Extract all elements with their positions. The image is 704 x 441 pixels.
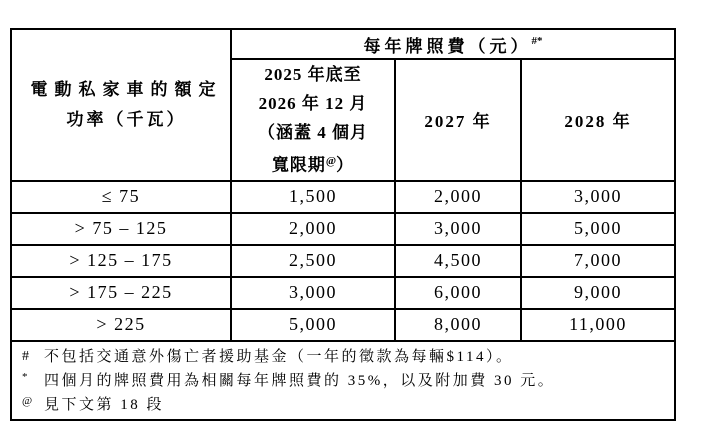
fee-2025-cell: 3,000 bbox=[231, 277, 395, 309]
fee-2027-cell: 6,000 bbox=[395, 277, 521, 309]
footnote-at-text: 見下文第 18 段 bbox=[44, 396, 165, 413]
footnote-asterisk-marker: * bbox=[22, 370, 28, 383]
footnote-hash-marker: # bbox=[22, 348, 29, 364]
footnote-hash bbox=[18, 345, 666, 369]
power-range-cell: > 225 bbox=[11, 309, 231, 341]
power-header-line2: 功率（千瓦） bbox=[66, 109, 187, 129]
fee-2028-cell: 5,000 bbox=[521, 213, 675, 245]
grace-period-superscript: @ bbox=[325, 155, 337, 167]
power-range-cell: ≤ 75 bbox=[11, 181, 231, 213]
fee-2025-cell: 2,000 bbox=[231, 213, 395, 245]
power-range-cell: > 75 – 125 bbox=[11, 213, 231, 245]
fee-2028-cell: 11,000 bbox=[521, 309, 675, 341]
power-header-cell bbox=[11, 29, 231, 181]
table-row bbox=[11, 277, 675, 309]
license-fee-table bbox=[10, 28, 676, 421]
fee-2027-cell: 4,500 bbox=[395, 245, 521, 277]
table-row bbox=[11, 213, 675, 245]
footnote-asterisk-text: 四個月的牌照費用為相關每年牌照費的 35%，以及附加費 30 元。 bbox=[44, 372, 556, 389]
period-2025-2026-header-cell bbox=[231, 59, 395, 181]
footnotes-cell bbox=[11, 341, 675, 420]
year-2028-header-cell: 2028 年 bbox=[521, 59, 675, 181]
fee-2028-cell: 7,000 bbox=[521, 245, 675, 277]
power-range-cell: > 175 – 225 bbox=[11, 277, 231, 309]
fee-2027-cell: 2,000 bbox=[395, 181, 521, 213]
fee-2025-cell: 1,500 bbox=[231, 181, 395, 213]
period-line1: 2025 年底至 bbox=[264, 65, 362, 84]
period-line2: 2026 年 12 月 bbox=[258, 94, 368, 113]
fee-2027-cell: 8,000 bbox=[395, 309, 521, 341]
power-header-line1: 電動私家車的額定 bbox=[30, 79, 223, 99]
fee-2025-cell: 2,500 bbox=[231, 245, 395, 277]
footnote-hash-text: 不包括交通意外傷亡者援助基金（一年的徵款為每輛$114）。 bbox=[44, 348, 514, 365]
fee-2025-cell: 5,000 bbox=[231, 309, 395, 341]
fee-2027-cell: 3,000 bbox=[395, 213, 521, 245]
header-row-top bbox=[11, 29, 675, 59]
footnote-at bbox=[18, 393, 666, 417]
footnote-asterisk bbox=[18, 369, 666, 393]
annual-fee-header-superscript: #* bbox=[531, 34, 543, 47]
table-row bbox=[11, 181, 675, 213]
fee-2028-cell: 9,000 bbox=[521, 277, 675, 309]
table-row bbox=[11, 245, 675, 277]
annual-fee-header-text: 每年牌照費（元） bbox=[363, 36, 532, 56]
annual-fee-header-cell bbox=[231, 29, 675, 59]
table-row bbox=[11, 309, 675, 341]
power-range-cell: > 125 – 175 bbox=[11, 245, 231, 277]
footnote-at-marker: @ bbox=[22, 394, 33, 407]
period-line3: （涵蓋 4 個月 bbox=[258, 123, 368, 142]
footnotes-row bbox=[11, 341, 675, 420]
year-2027-header-cell: 2027 年 bbox=[395, 59, 521, 181]
period-line4: 寬限期@） bbox=[271, 155, 355, 175]
fee-2028-cell: 3,000 bbox=[521, 181, 675, 213]
